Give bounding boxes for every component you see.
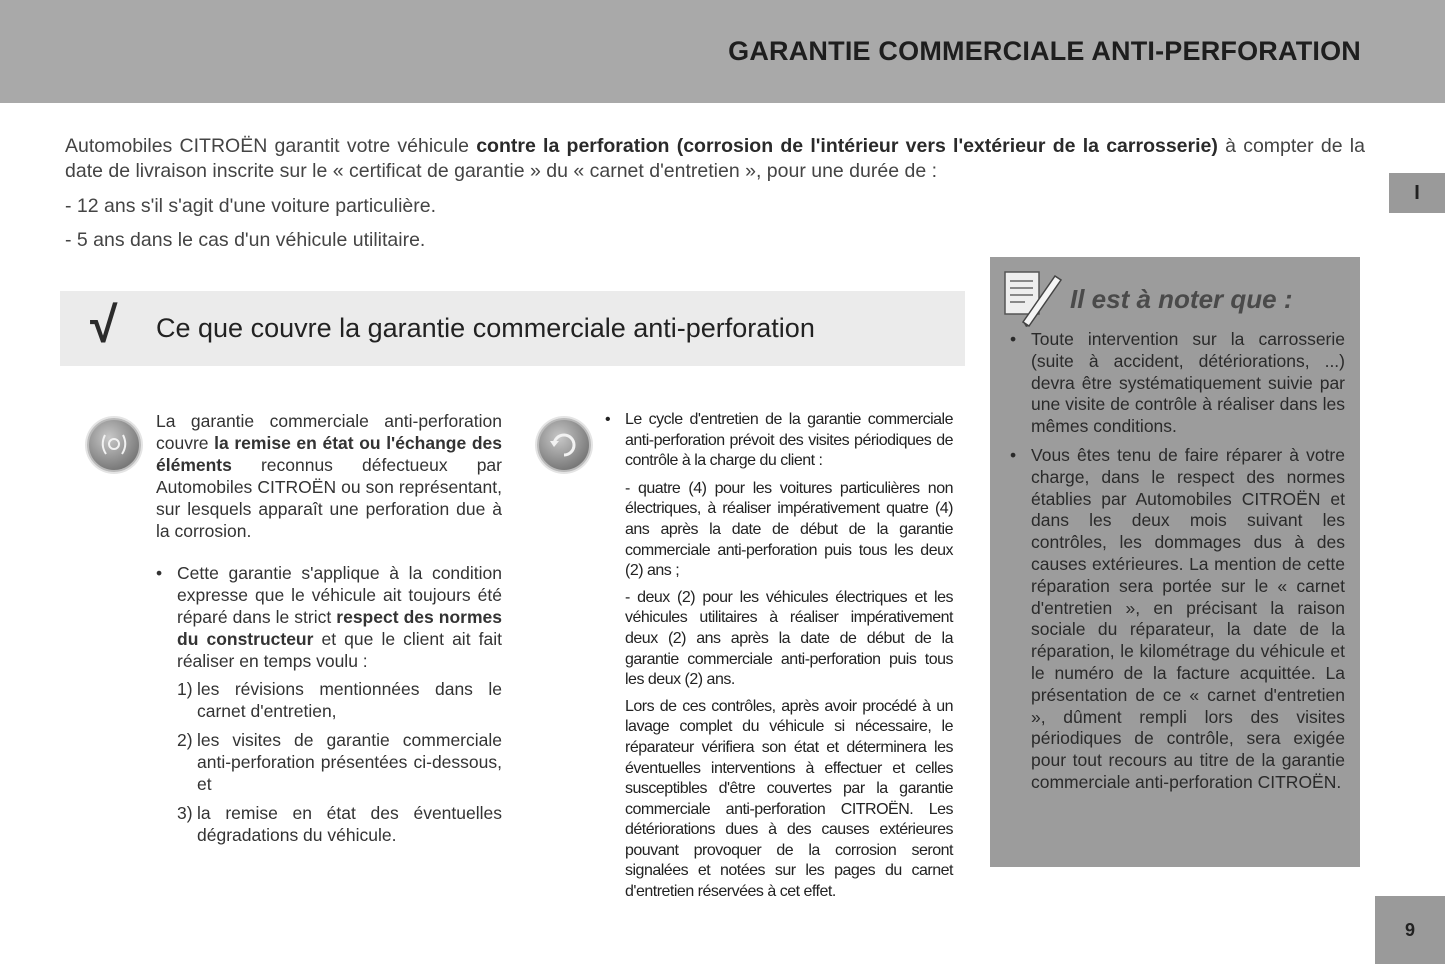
- condition-bold: respect des normes du constructeur: [177, 607, 502, 649]
- cycle-inspection-details: Lors de ces contrôles, après avoir procédé à un lavage complet du véhicule si nécessaire, le réparateur vérifiera son état et déterminera les éventuelles interventions à effectuer et celles susceptibles d'être couvertes par la garantie commerciale anti-perforation CITROËN. Les détériorations dues à des causes extérieures pouvant provoquer de la corrosion seront signalées et notées sur les pages du carnet d'entretien réservées à cet effet.: [625, 697, 953, 901]
- condition-bullet: [156, 562, 502, 672]
- item-number: 1): [177, 679, 193, 699]
- note-bullet-2: • Vous êtes tenu de faire réparer à votre charge, dans le respect des normes établies par Automobiles CITROËN et dans les deux mois suivant les contrôles, les dommages dus à des causes extérieures. La mention de cette réparation sera portée sur le « carnet d'entretien », en précisant la raison sociale du réparateur, la date de la réparation, le kilométrage du véhicule et le numéro de la facture acquittée. La présentation de ce « carnet d'entretien », dûment rempli lors des visites périodiques de contrôle, sera exigée pour tout recours au titre de la garantie commerciale anti-perforation CITROËN.: [1010, 445, 1345, 794]
- cycle-utility-vehicles: - deux (2) pour les véhicules électriques et les véhicules utilitaires à réaliser impérativement deux (2) ans après la date de début de la garantie commerciale anti-perforation puis tous les deux (2) ans.: [625, 588, 953, 689]
- item-number: 2): [177, 730, 193, 750]
- coverage-text-1: La garantie commerciale anti-perforation couvre: [156, 411, 502, 453]
- page-title: GARANTIE COMMERCIALE ANTI-PERFORATION: [728, 36, 1361, 66]
- condition-text-1: Cette garantie s'applique à la condition expresse que le véhicule ait toujours été réparé dans le strict: [177, 563, 502, 627]
- intro-paragraph: [65, 134, 1365, 184]
- cycle-private-cars: - quatre (4) pour les voitures particulières non électriques, à réaliser impérativement quatre (4) ans après la date de début de la garantie commerciale anti-perforation puis tous les deux (2) ans ;: [625, 479, 953, 580]
- condition-item-1: [156, 678, 502, 722]
- page-header: [0, 0, 1445, 103]
- intro-text-1: Automobiles CITROËN garantit votre véhicule: [65, 135, 477, 157]
- item-text: les visites de garantie commerciale anti-perforation présentées ci-dessous, et: [197, 730, 502, 794]
- intro-text-2: à compter de la date de livraison inscrite sur le « certificat de garantie » du « carnet d'entretien », pour une durée de :: [65, 135, 1365, 182]
- notepad-pencil-icon: [1003, 268, 1065, 333]
- condition-text-2: et que le client ait fait réaliser en temps voulu :: [177, 629, 502, 671]
- item-text: les révisions mentionnées dans le carnet d'entretien,: [197, 679, 502, 721]
- intro-duration-utility: - 5 ans dans le cas d'un véhicule utilitaire.: [65, 229, 426, 251]
- maintenance-cycle-column: [605, 410, 953, 903]
- coverage-column: [156, 410, 502, 846]
- item-text: la remise en état des éventuelles dégradations du véhicule.: [197, 803, 502, 845]
- intro-bold: contre la perforation (corrosion de l'intérieur vers l'extérieur de la carrosserie): [476, 135, 1218, 157]
- condition-item-2: [156, 729, 502, 795]
- section-title: Ce que couvre la garantie commerciale anti-perforation: [156, 313, 815, 343]
- note-bullet-1: • Toute intervention sur la carrosserie (suite à accident, détériorations, ...) devra être systématiquement suivie par une visite de contrôle à réaliser dans les mêmes conditions.: [1010, 329, 1345, 438]
- section-tab-marker: I: [1389, 173, 1445, 213]
- page-number: 9: [1375, 896, 1445, 964]
- checkmark-icon: √: [90, 297, 118, 353]
- note-title: Il est à noter que :: [1070, 284, 1293, 314]
- coverage-bold: la remise en état ou l'échange des éléments: [156, 433, 502, 475]
- cycle-refresh-icon: [537, 418, 591, 472]
- item-number: 3): [177, 803, 193, 823]
- intro-duration-car: - 12 ans s'il s'agit d'une voiture particulière.: [65, 195, 437, 217]
- laurel-badge-icon: [87, 418, 141, 472]
- condition-item-3: [156, 802, 502, 846]
- note-content: [1010, 329, 1345, 794]
- coverage-text-2: reconnus défectueux par Automobiles CITROËN ou son représentant, sur lesquels apparaît une perforation due à la corrosion.: [156, 455, 502, 541]
- cycle-bullet: • Le cycle d'entretien de la garantie commerciale anti-perforation prévoit des visites périodiques de contrôle à la charge du client :: [605, 410, 953, 472]
- coverage-paragraph: [156, 410, 502, 542]
